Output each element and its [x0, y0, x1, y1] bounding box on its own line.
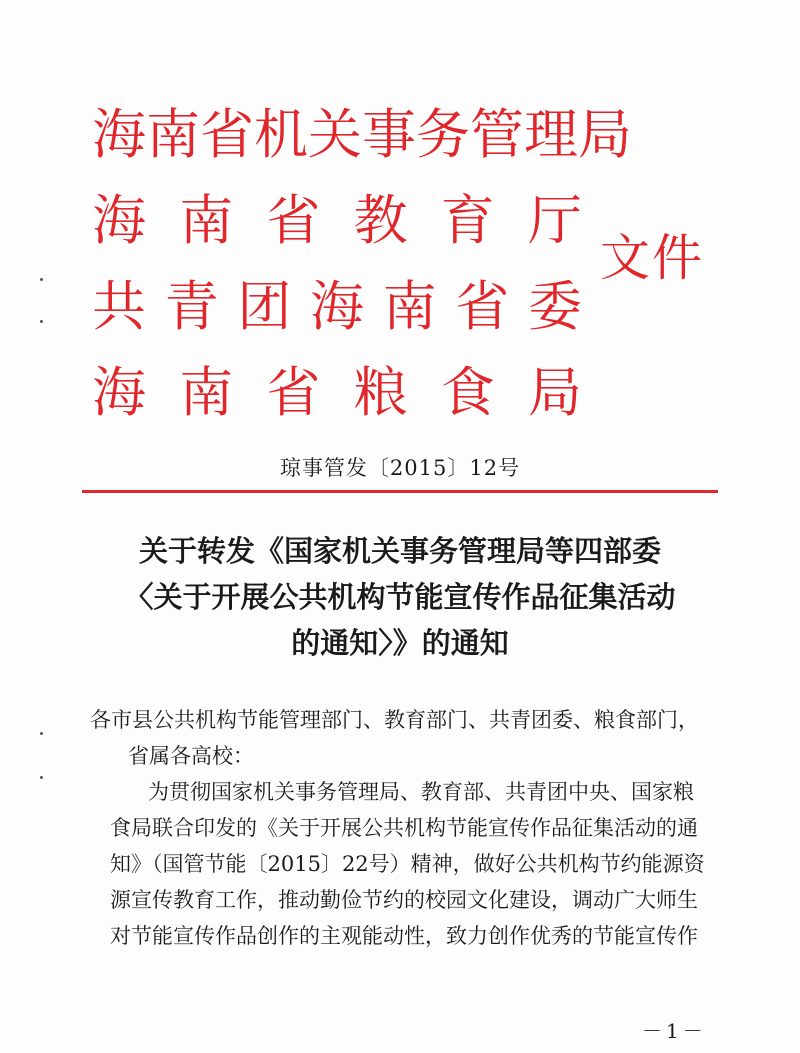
recipients-line-2: 省属各高校： [128, 744, 254, 768]
issuer-line-2 [92, 178, 582, 264]
issuer-char: 省 [455, 275, 510, 338]
issuer-char: 厅 [527, 189, 582, 252]
issuer-char: 局 [527, 361, 582, 424]
issuer-char: 青 [164, 275, 219, 338]
issuer-line-4 [92, 350, 582, 436]
issuer-char: 委 [527, 275, 582, 338]
scan-speck [40, 732, 43, 735]
body-line: 为贯彻国家机关事务管理局、教育部、共青团中央、国家粮 [148, 780, 694, 804]
issuer-char: 育 [440, 189, 495, 252]
issuer-char: 团 [237, 275, 292, 338]
document-type-suffix: 文件 [600, 229, 704, 287]
scan-speck [40, 320, 43, 323]
issuer-line-1: 海南省机关事务管理局 [92, 103, 632, 166]
recipients-line-1: 各市县公共机构节能管理部门、教育部门、共青团委、粮食部门， [90, 708, 699, 732]
issuer-line-3 [92, 264, 582, 350]
issuer-char: 粮 [353, 361, 408, 424]
title-line-2: 〈关于开展公共机构节能宣传作品征集活动 [124, 580, 676, 614]
issuer-char: 食 [440, 361, 495, 424]
issuer-char: 共 [92, 275, 146, 338]
body-line: 对节能宣传作品创作的主观能动性，致力创作优秀的节能宣传作 [110, 924, 698, 948]
issuer-char: 南 [382, 275, 437, 338]
document-number: 琼事管发〔2015〕12号 [279, 456, 521, 480]
issuer-block [92, 92, 632, 436]
notice-body [90, 702, 710, 954]
issuer-char: 南 [179, 361, 234, 424]
issuer-char: 教 [353, 189, 408, 252]
issuer-char: 省 [266, 189, 321, 252]
scan-speck [40, 776, 43, 779]
red-divider-line [82, 490, 718, 493]
title-line-1: 关于转发《国家机关事务管理局等四部委 [138, 534, 661, 568]
body-line: 知》（国管节能〔2015〕22号）精神，做好公共机构节约能源资 [110, 852, 705, 876]
issuer-char: 海 [92, 361, 146, 424]
title-line-3: 的通知〉》的通知 [291, 626, 509, 660]
body-line: 源宣传教育工作，推动勤俭节约的校园文化建设，调动广大师生 [110, 888, 698, 912]
page-number: －1－ [642, 1019, 707, 1043]
issuer-char: 海 [309, 275, 364, 338]
issuer-char: 海 [92, 189, 146, 252]
issuer-char: 省 [266, 361, 321, 424]
issuer-char: 南 [179, 189, 234, 252]
scan-speck [40, 278, 43, 281]
notice-title [80, 528, 720, 666]
body-line: 食局联合印发的《关于开展公共机构节能宣传作品征集活动的通 [110, 816, 698, 840]
